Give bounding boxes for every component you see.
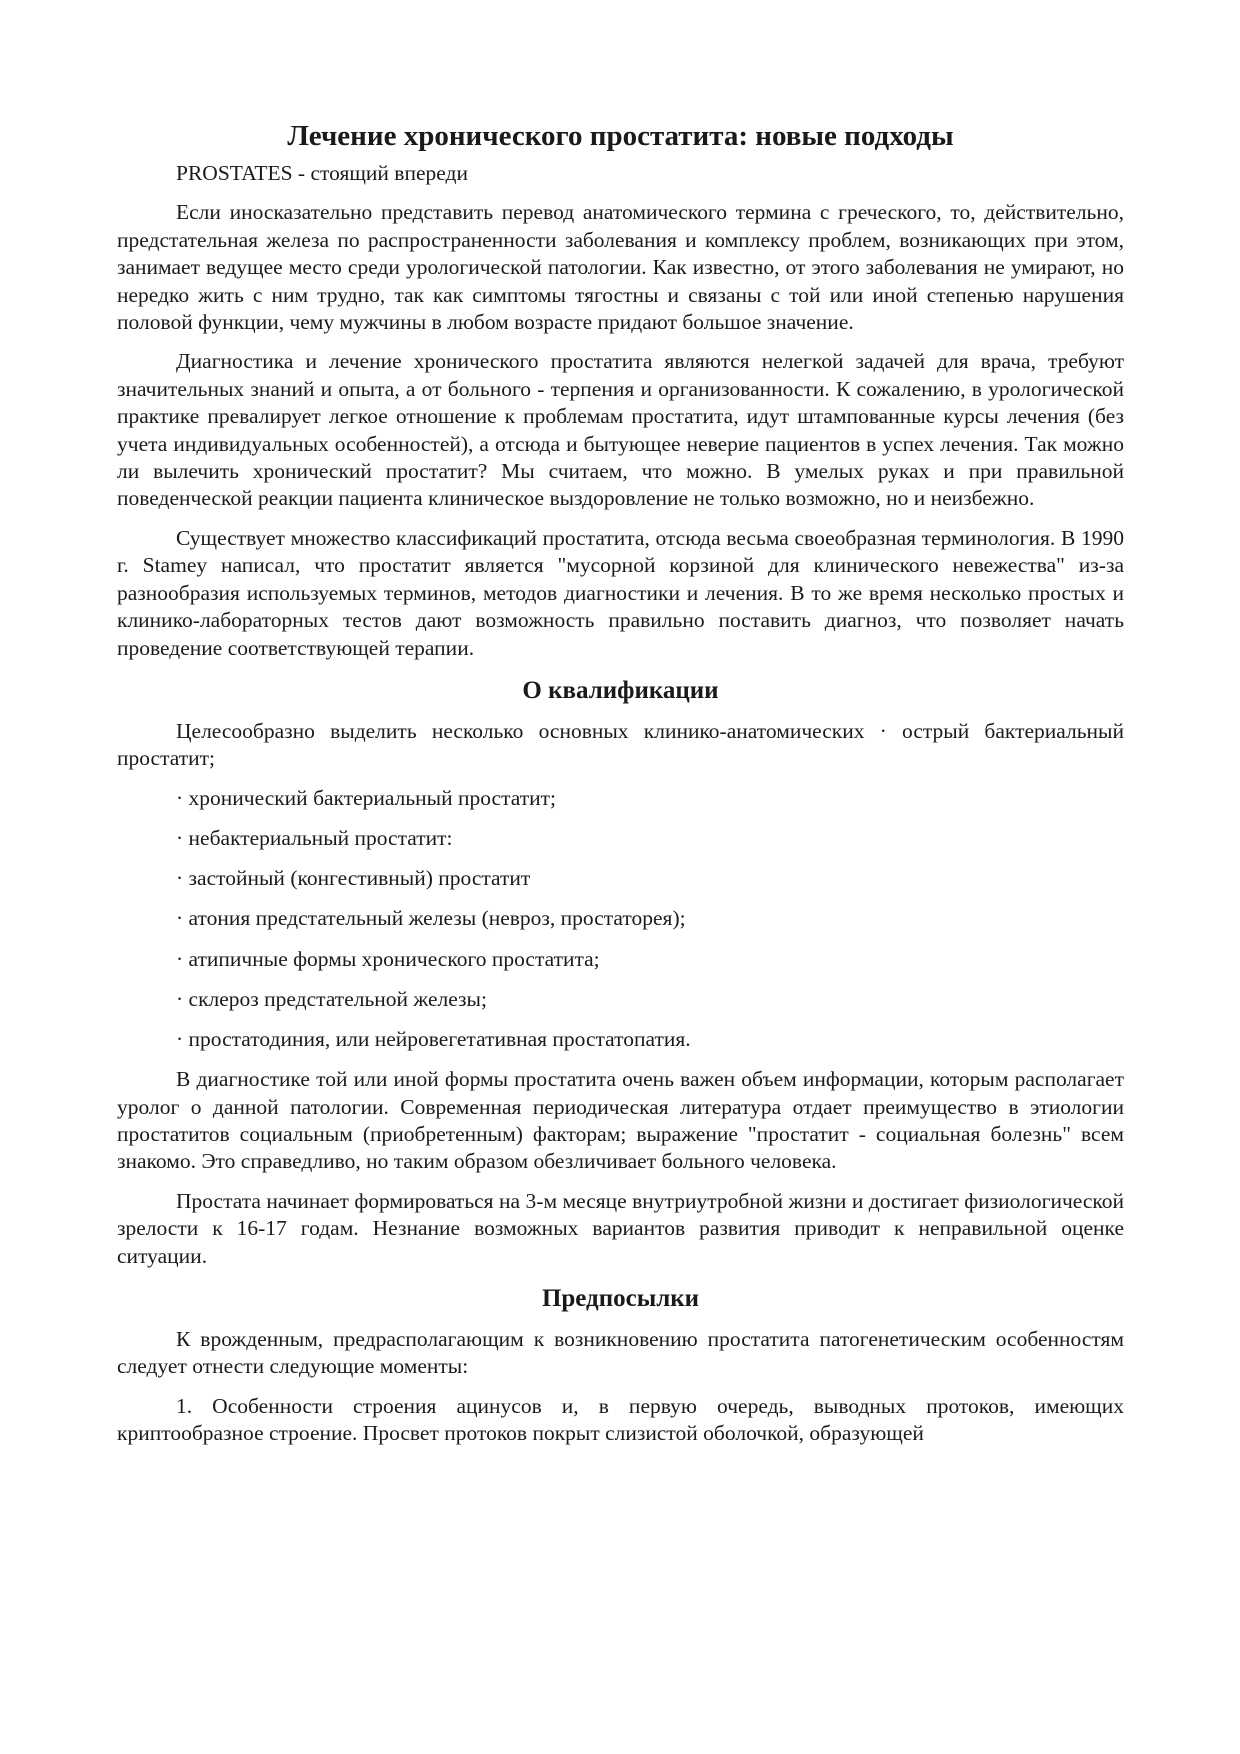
document-page xyxy=(117,118,1124,1460)
document-title: Лечение хронического простатита: новые подходы xyxy=(287,120,954,152)
section-heading-qualification: О квалификации xyxy=(522,676,719,704)
qualification-paragraph-2: Простата начинает формироваться на 3-м месяце внутриутробной жизни и достигает физиологической зрелости к 16-17 годам. Незнание возможных вариантов развития приводит к неправильной оценке ситуации. xyxy=(117,1188,1124,1268)
list-item: · небактериальный простатит: xyxy=(176,825,453,850)
list-item: · застойный (конгестивный) простатит xyxy=(176,866,531,891)
document-subtitle: PROSTATES - стоящий впереди xyxy=(176,161,468,185)
intro-paragraph-1: Если иносказательно представить перевод анатомического термина с греческого, то, действительно, предстательная железа по распространенности заболевания и комплексу проблем, возникающих при этом, занимает ведущее место среди урологической патологии. Как известно, от этого заболевания не умирают, но нередко жить с ним трудно, так как симптомы тягостны и связаны с той или иной степенью нарушения половой функции, чему мужчины в любом возрасте придают большое значение. xyxy=(117,200,1124,335)
intro-paragraph-3: Существует множество классификаций простатита, отсюда весьма своеобразная терминология. В 1990 г. Stamey написал, что простатит является "мусорной корзиной для клинического невежества" из-за разнообразия используемых терминов, методов диагностики и лечения. В то же время несколько простых и клинико-лабораторных тестов дают возможность правильно поставить диагноз, что позволяет начать проведение соответствующей терапии. xyxy=(117,525,1124,660)
section-heading-prerequisites: Предпосылки xyxy=(541,1284,700,1312)
classification-list xyxy=(117,785,1124,1054)
list-item: · атипичные формы хронического простатита; xyxy=(176,946,600,971)
qualification-lead-paragraph: Целесообразно выделить несколько основных клинико-анатомических · острый бактериальный простатит; xyxy=(117,718,1124,771)
list-item: · хронический бактериальный простатит; xyxy=(176,785,556,810)
prerequisites-paragraph-2: 1. Особенности строения ацинусов и, в первую очередь, выводных протоков, имеющих криптообразное строение. Просвет протоков покрыт слизистой оболочкой, образующей xyxy=(117,1393,1124,1446)
list-item: · простатодиния, или нейровегетативная простатопатия. xyxy=(176,1026,691,1051)
list-item: · склероз предстательной железы; xyxy=(176,986,487,1011)
prerequisites-paragraph-1: К врожденным, предрасполагающим к возникновению простатита патогенетическим особенностям следует отнести следующие моменты: xyxy=(117,1326,1124,1379)
qualification-paragraph-1: В диагностике той или иной формы простатита очень важен объем информации, которым располагает уролог о данной патологии. Современная периодическая литература отдает преимущество в этиологии простатитов социальным (приобретенным) факторам; выражение "простатит - социальная болезнь" всем знакомо. Это справедливо, но таким образом обезличивает больного человека. xyxy=(117,1067,1124,1174)
list-item: · атония предстательный железы (невроз, простаторея); xyxy=(176,906,686,931)
intro-paragraph-2: Диагностика и лечение хронического простатита являются нелегкой задачей для врача, требуют значительных знаний и опыта, а от больного - терпения и организованности. К сожалению, в урологической практике превалирует легкое отношение к проблемам простатита, идут штампованные курсы лечения (без учета индивидуальных особенностей), а отсюда и бытующее неверие пациентов в успех лечения. Так можно ли вылечить хронический простатит? Мы считаем, что можно. В умелых руках и при правильной поведенческой реакции пациента клиническое выздоровление не только возможно, но и неизбежно. xyxy=(117,349,1124,511)
